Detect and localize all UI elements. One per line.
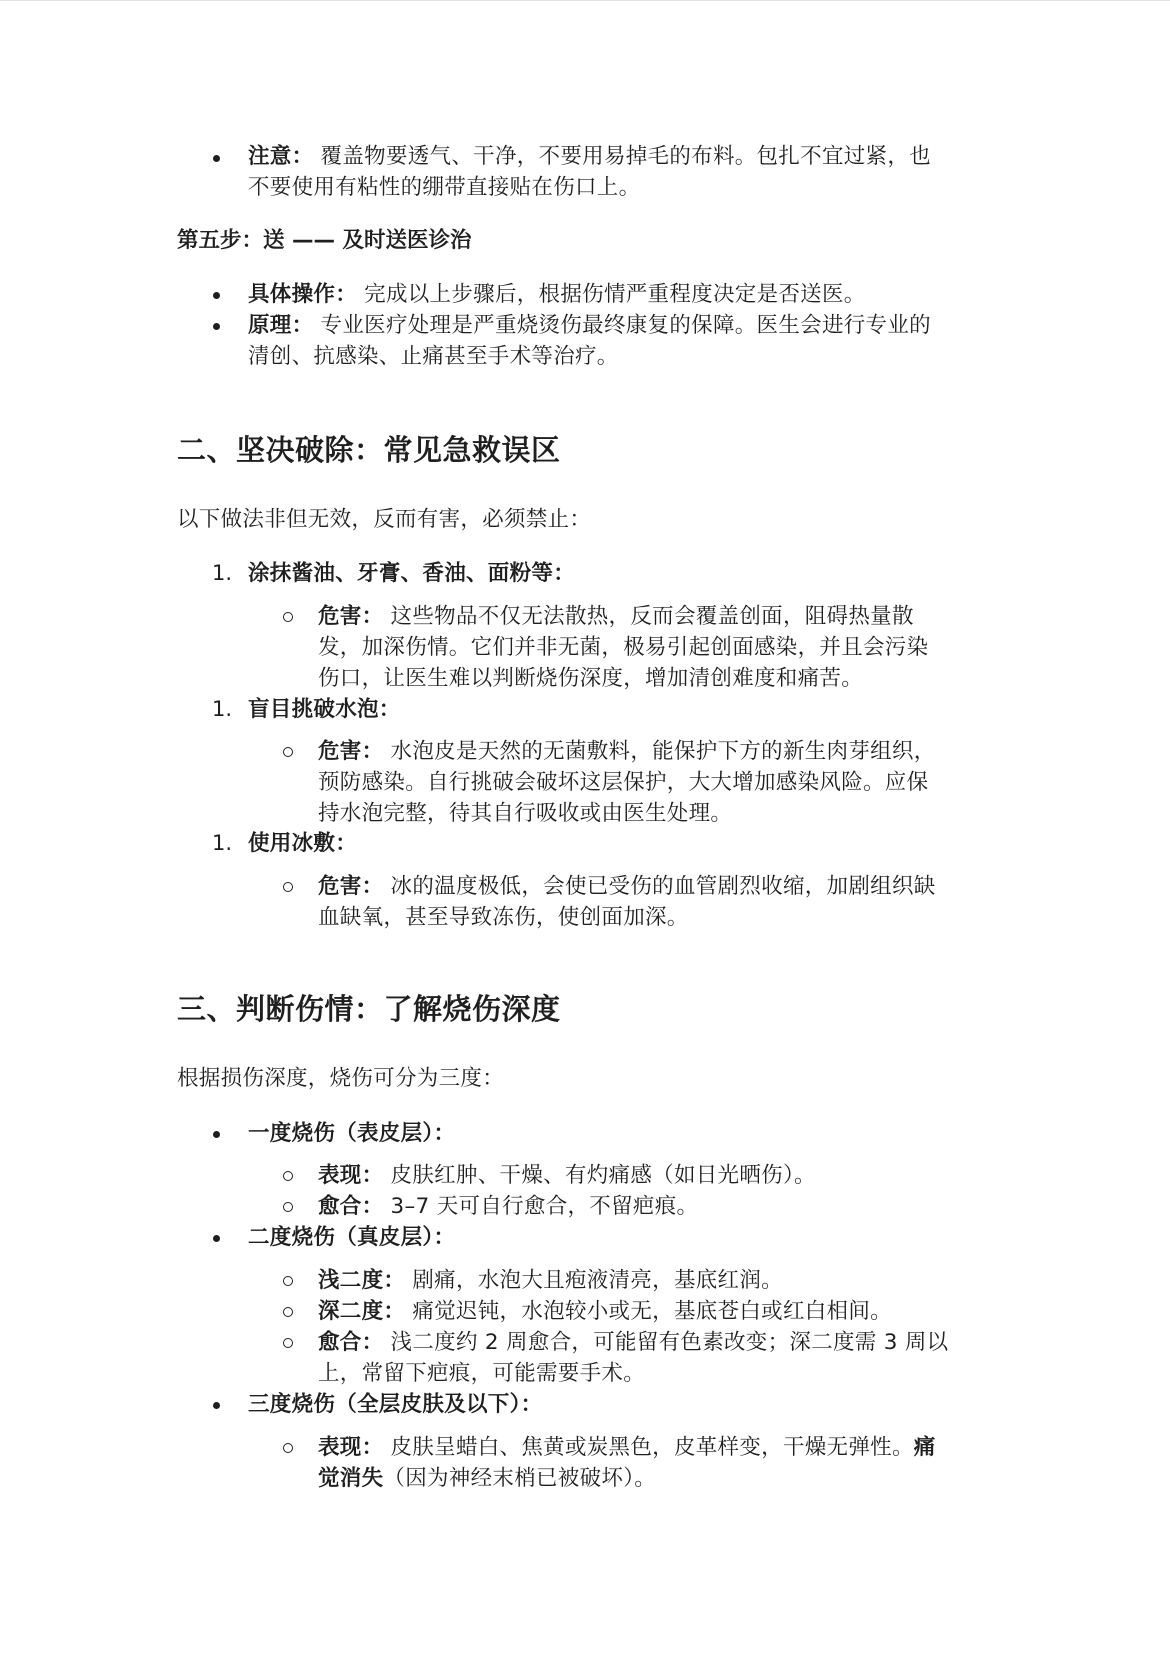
degree3-item-1-label: 表现：	[318, 1435, 384, 1460]
circle-bullet	[283, 882, 293, 892]
bullet-dot	[213, 155, 220, 162]
step5-item-2-label: 原理：	[248, 313, 314, 338]
page-top-border	[0, 0, 1170, 1]
section3-intro: 根据损伤深度，烧伤可分为三度：	[177, 1066, 505, 1091]
circle-bullet	[283, 612, 293, 622]
misconception-2-text-1: 水泡皮是天然的无菌敷料，能保护下方的新生肉芽组织，	[390, 739, 936, 764]
note-text-1: 覆盖物要透气、干净，不要用易掉毛的布料。包扎不宜过紧，也	[320, 144, 931, 169]
misconception-3-title: 使用冰敷：	[248, 831, 358, 856]
list-number: 1.	[212, 831, 233, 855]
section3-heading: 三、判断伤情：了解烧伤深度	[177, 992, 561, 1026]
degree3-item-1-line-2	[318, 1463, 656, 1494]
degree2-item-3-label: 愈合：	[318, 1330, 384, 1355]
misconception-3-line-2: 血缺氧，甚至导致冻伤，使创面加深。	[318, 905, 689, 930]
degree3-title: 三度烧伤（全层皮肤及以下）：	[248, 1392, 543, 1417]
degree2-item-2-label: 深二度：	[318, 1299, 406, 1324]
misconception-3-text-1: 冰的温度极低，会使已受伤的血管剧烈收缩，加剧组织缺	[390, 874, 936, 899]
degree3-item-1-bold-tail: 痛	[913, 1435, 936, 1460]
degree1-title: 一度烧伤（表皮层）：	[248, 1121, 456, 1146]
circle-bullet	[283, 1338, 293, 1348]
degree2-item-3-line-2: 上，常留下疤痕，可能需要手术。	[318, 1361, 646, 1386]
step5-item-1-text: 完成以上步骤后，根据伤情严重程度决定是否送医。	[364, 282, 866, 307]
step5-item-2-text: 专业医疗处理是严重烧烫伤最终康复的保障。医生会进行专业的	[320, 313, 931, 338]
note-line-1	[248, 141, 931, 172]
circle-bullet	[283, 1276, 293, 1286]
misconception-1-line-2: 发，加深伤情。它们并非无菌，极易引起创面感染，并且会污染	[318, 635, 929, 660]
misconception-2-line-2: 预防感染。自行挑破会破坏这层保护，大大增加感染风险。应保	[318, 770, 929, 795]
degree2-item-1	[318, 1265, 783, 1296]
step5-item-2	[248, 310, 931, 341]
misconception-1-line-3: 伤口，让医生难以判断烧伤深度，增加清创难度和痛苦。	[318, 666, 864, 691]
step5-item-1	[248, 279, 866, 310]
degree1-item-1	[318, 1160, 816, 1191]
circle-bullet	[283, 747, 293, 757]
degree3-item-1-bold-head: 觉消失	[318, 1466, 384, 1491]
list-number: 1.	[212, 697, 233, 721]
note-label: 注意：	[248, 144, 314, 169]
degree2-item-1-text: 剧痛，水泡大且疱液清亮，基底红润。	[412, 1268, 783, 1293]
step5-item-2-line-2: 清创、抗感染、止痛甚至手术等治疗。	[248, 344, 619, 369]
misconception-1-text-1: 这些物品不仅无法散热，反而会覆盖创面，阻碍热量散	[390, 604, 914, 629]
degree2-item-1-label: 浅二度：	[318, 1268, 406, 1293]
misconception-1-line-1	[318, 601, 914, 632]
section2-heading: 二、坚决破除：常见急救误区	[177, 433, 561, 467]
degree1-item-1-text: 皮肤红肿、干燥、有灼痛感（如日光晒伤）。	[390, 1163, 816, 1188]
note-line-2: 不要使用有粘性的绷带直接贴在伤口上。	[248, 175, 641, 200]
degree2-item-2-text: 痛觉迟钝，水泡较小或无，基底苍白或红白相间。	[412, 1299, 892, 1324]
bullet-dot	[213, 292, 220, 299]
harm-label: 危害：	[318, 739, 384, 764]
degree2-title: 二度烧伤（真皮层）：	[248, 1225, 456, 1250]
misconception-3-line-1	[318, 871, 936, 902]
degree2-item-3	[318, 1327, 948, 1358]
circle-bullet	[283, 1443, 293, 1453]
circle-bullet	[283, 1202, 293, 1212]
misconception-1-title: 涂抹酱油、牙膏、香油、面粉等：	[248, 561, 576, 586]
harm-label: 危害：	[318, 604, 384, 629]
bullet-dot	[213, 1131, 220, 1138]
misconception-2-title: 盲目挑破水泡：	[248, 697, 401, 722]
section2-intro: 以下做法非但无效，反而有害，必须禁止：	[177, 507, 592, 532]
misconception-2-line-3: 持水泡完整，待其自行吸收或由医生处理。	[318, 801, 733, 826]
circle-bullet	[283, 1307, 293, 1317]
harm-label: 危害：	[318, 874, 384, 899]
bullet-dot	[213, 323, 220, 330]
step5-item-1-label: 具体操作：	[248, 282, 358, 307]
misconception-2-line-1	[318, 736, 936, 767]
degree1-item-1-label: 表现：	[318, 1163, 384, 1188]
degree2-item-2	[318, 1296, 892, 1327]
circle-bullet	[283, 1171, 293, 1181]
step5-title: 第五步：送 —— 及时送医诊治	[177, 228, 472, 253]
degree3-item-1-text: 皮肤呈蜡白、焦黄或炭黑色，皮革样变，干燥无弹性。	[390, 1435, 914, 1460]
degree3-item-1-text-2: （因为神经末梢已被破坏）。	[383, 1466, 657, 1491]
degree1-item-2-label: 愈合：	[318, 1194, 384, 1219]
degree1-item-2	[318, 1191, 698, 1222]
bullet-dot	[213, 1235, 220, 1242]
degree2-item-3-text: 浅二度约 2 周愈合，可能留有色素改变；深二度需 3 周以	[390, 1330, 949, 1355]
degree1-item-2-text: 3–7 天可自行愈合，不留疤痕。	[390, 1194, 699, 1219]
degree3-item-1	[318, 1432, 936, 1463]
list-number: 1.	[212, 561, 233, 585]
bullet-dot	[213, 1402, 220, 1409]
